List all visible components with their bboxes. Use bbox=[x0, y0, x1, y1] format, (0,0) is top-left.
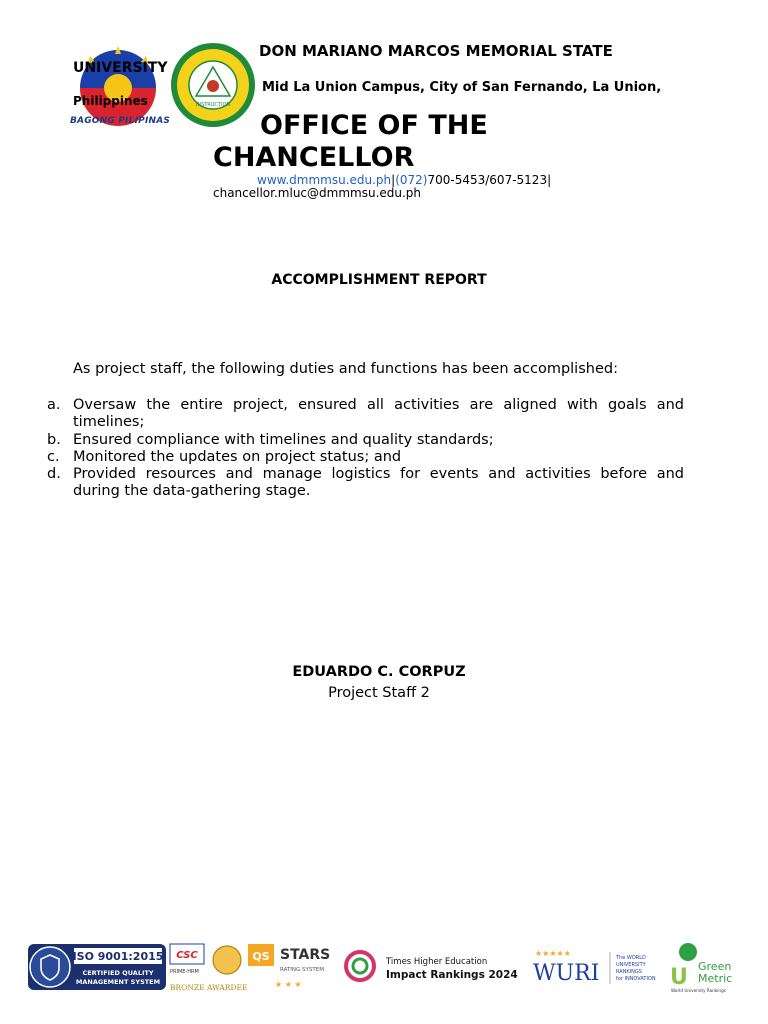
wuri-badge bbox=[533, 949, 656, 986]
ui-icon: U bbox=[670, 965, 688, 990]
signatory-title: Project Staff 2 bbox=[328, 685, 430, 701]
bagong-pilipinas-label: BAGONG PILIPINAS bbox=[70, 116, 171, 126]
wuri-desc1: The WORLD bbox=[616, 955, 646, 961]
star-rating-icon: ★ ★ ★ bbox=[275, 980, 302, 989]
seal-text: INSTRUCTION bbox=[195, 102, 231, 108]
list-text: Ensured compliance with timelines and quality standards; bbox=[73, 431, 494, 448]
website-link[interactable]: www.dmmmsu.edu.ph bbox=[257, 173, 392, 187]
accreditation-footer bbox=[28, 940, 740, 994]
wuri-label: WURI bbox=[533, 961, 600, 986]
office-title-line1: OFFICE OF THE bbox=[260, 110, 488, 141]
laurel-icon bbox=[213, 946, 241, 974]
iso-badge bbox=[28, 944, 166, 990]
ui-greenmetric-badge bbox=[670, 943, 732, 993]
the-line2: Impact Rankings 2024 bbox=[386, 969, 518, 981]
contact-line bbox=[257, 173, 551, 187]
list-letter: d. bbox=[47, 466, 61, 483]
the-line1: Times Higher Education bbox=[386, 957, 488, 967]
list-text: Oversaw the entire project, ensured all activities are aligned with goals and timelines; bbox=[73, 397, 684, 431]
list-item bbox=[47, 449, 684, 466]
university-name-line1: DON MARIANO MARCOS MEMORIAL STATE bbox=[259, 42, 613, 60]
duties-list bbox=[47, 397, 684, 501]
email-address[interactable]: chancellor.mluc@dmmmsu.edu.ph bbox=[213, 186, 422, 200]
iso-sub2: MANAGEMENT SYSTEM bbox=[75, 978, 161, 986]
office-title bbox=[213, 110, 573, 174]
list-letter: a. bbox=[47, 397, 61, 413]
iso-sub1: CERTIFIED QUALITY bbox=[82, 969, 154, 977]
greenmetric-sub: World University Rankings bbox=[671, 988, 726, 993]
iso-label: ISO 9001:2015 bbox=[72, 950, 164, 963]
list-letter: b. bbox=[47, 431, 61, 448]
phone-prefix: (072) bbox=[395, 173, 428, 187]
wuri-desc4: for INNOVATION bbox=[616, 976, 656, 982]
wuri-desc2: UNIVERSITY bbox=[616, 962, 646, 968]
list-item bbox=[47, 466, 684, 501]
bronze-awardee-label: BRONZE AWARDEE bbox=[170, 983, 248, 992]
greenmetric-line2: Metric bbox=[698, 972, 733, 985]
qs-label: QS bbox=[252, 950, 270, 963]
stars-sub: RATING SYSTEM bbox=[280, 967, 324, 973]
the-impact-badge bbox=[385, 957, 518, 981]
prime-hrm-label: PRIME-HRM bbox=[170, 969, 199, 975]
separator: | bbox=[391, 173, 396, 187]
signatory-name: EDUARDO C. CORPUZ bbox=[292, 664, 466, 680]
list-item bbox=[47, 432, 684, 449]
globe-icon bbox=[679, 943, 697, 961]
wuri-desc3: RANKINGS bbox=[616, 969, 642, 975]
list-text: Monitored the updates on project status; and bbox=[73, 448, 402, 465]
wuri-stars-icon: ★★★★★ bbox=[535, 949, 571, 958]
hex-logo-icon bbox=[346, 952, 374, 980]
list-text: Provided resources and manage logistics for events and activities before and during the data-gathering stage. bbox=[73, 466, 684, 500]
list-item bbox=[47, 397, 684, 432]
csc-label: CSC bbox=[176, 950, 198, 961]
country-label: Philippines bbox=[73, 94, 148, 108]
list-letter: c. bbox=[47, 448, 60, 465]
university-name-line2: UNIVERSITY bbox=[73, 60, 168, 76]
phone-numbers: 700-5453/607-5123| bbox=[427, 173, 552, 187]
report-title: ACCOMPLISHMENT REPORT bbox=[271, 272, 487, 288]
csc-prime-hrm-badge bbox=[170, 944, 247, 992]
stars-label: STARS bbox=[280, 947, 331, 963]
qs-stars-badge bbox=[248, 944, 374, 989]
campus-address: Mid La Union Campus, City of San Fernando, La Union, bbox=[262, 80, 662, 95]
intro-paragraph: As project staff, the following duties and functions has been accomplished: bbox=[73, 361, 618, 377]
office-title-line2: CHANCELLOR bbox=[213, 142, 415, 173]
greenmetric-line1: Green bbox=[698, 960, 732, 973]
